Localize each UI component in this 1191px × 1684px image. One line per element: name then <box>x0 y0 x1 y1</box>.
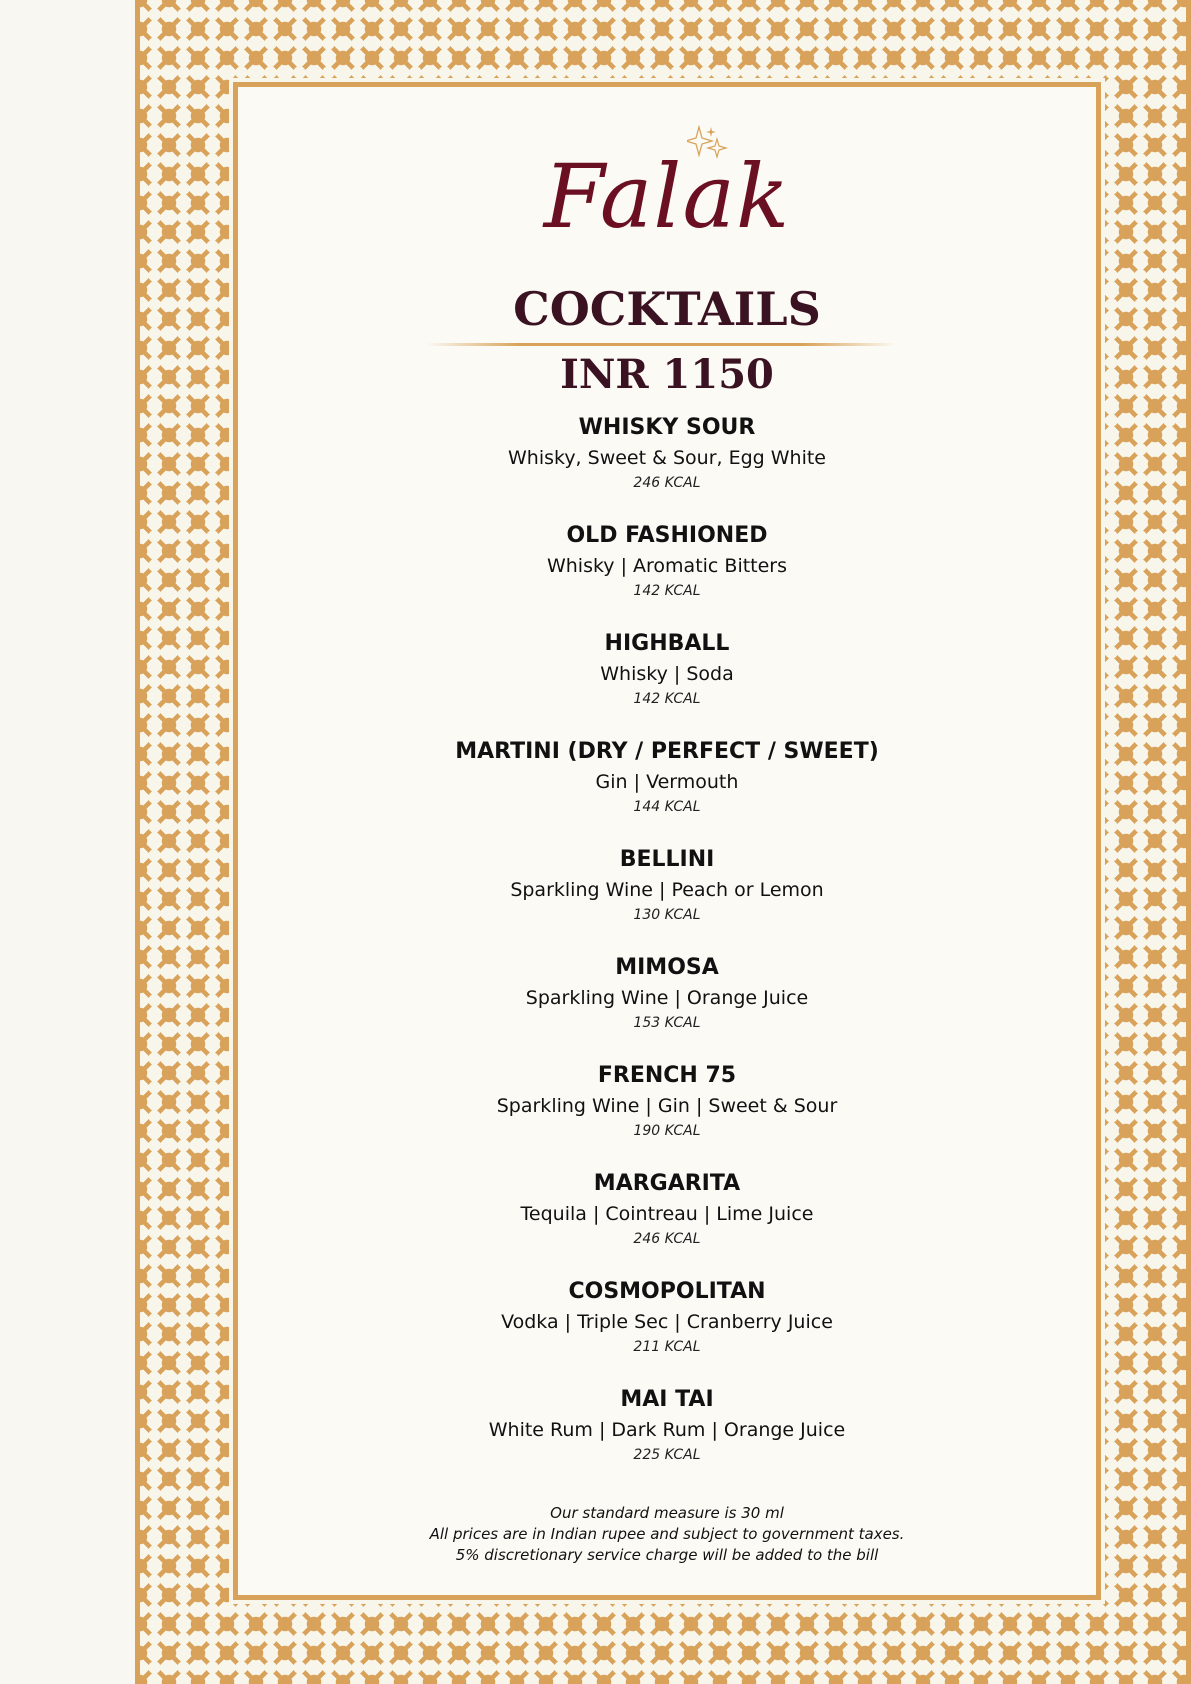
item-ingredients: Sparkling Wine | Orange Juice <box>525 987 809 1009</box>
section-price: INR 1150 <box>560 351 774 398</box>
list-item <box>238 521 1096 629</box>
item-name: WHISKY SOUR <box>578 415 756 440</box>
item-name: MAI TAI <box>620 1387 714 1412</box>
item-calories: 142 KCAL <box>633 691 701 707</box>
item-calories: 225 KCAL <box>633 1447 701 1463</box>
item-ingredients: Sparkling Wine | Peach or Lemon <box>510 879 824 901</box>
list-item <box>238 1277 1096 1385</box>
menu-panel <box>233 82 1101 1600</box>
item-name: MARTINI (DRY / PERFECT / SWEET) <box>455 739 879 764</box>
list-item <box>238 845 1096 953</box>
list-item <box>238 737 1096 845</box>
cocktail-list <box>238 413 1096 1493</box>
item-calories: 246 KCAL <box>633 1231 701 1247</box>
section-title: COCKTAILS <box>513 282 821 336</box>
item-calories: 190 KCAL <box>633 1123 701 1139</box>
list-item <box>238 413 1096 521</box>
item-name: MIMOSA <box>615 955 719 980</box>
sparkle-stars-icon <box>687 125 732 165</box>
list-item <box>238 1385 1096 1493</box>
list-item <box>238 629 1096 737</box>
item-name: HIGHBALL <box>604 631 730 656</box>
item-calories: 130 KCAL <box>633 907 701 923</box>
list-item <box>238 953 1096 1061</box>
item-name: BELLINI <box>619 847 715 872</box>
footnote-measure: Our standard measure is 30 ml <box>550 1504 784 1522</box>
brand-logo: Falak <box>543 145 791 248</box>
item-ingredients: Whisky, Sweet & Sour, Egg White <box>507 447 826 469</box>
footnote-service-charge: 5% discretionary service charge will be added to the bill <box>455 1546 879 1564</box>
item-calories: 153 KCAL <box>633 1015 701 1031</box>
list-item <box>238 1061 1096 1169</box>
menu-sheet <box>135 0 1191 1684</box>
item-ingredients: Whisky | Soda <box>600 663 734 685</box>
item-ingredients: Sparkling Wine | Gin | Sweet & Sour <box>496 1095 838 1117</box>
item-ingredients: Vodka | Triple Sec | Cranberry Juice <box>501 1311 833 1333</box>
menu-footnote <box>238 1503 1096 1566</box>
item-name: FRENCH 75 <box>597 1063 737 1088</box>
item-ingredients: Tequila | Cointreau | Lime Juice <box>520 1203 814 1225</box>
item-calories: 144 KCAL <box>633 799 701 815</box>
list-item <box>238 1169 1096 1277</box>
item-ingredients: Gin | Vermouth <box>595 771 739 793</box>
footnote-prices: All prices are in Indian rupee and subject to government taxes. <box>429 1525 905 1543</box>
item-name: MARGARITA <box>593 1171 741 1196</box>
item-ingredients: White Rum | Dark Rum | Orange Juice <box>488 1419 846 1441</box>
item-ingredients: Whisky | Aromatic Bitters <box>546 555 788 577</box>
item-name: OLD FASHIONED <box>566 523 768 548</box>
item-calories: 211 KCAL <box>633 1339 701 1355</box>
item-calories: 142 KCAL <box>633 583 701 599</box>
item-calories: 246 KCAL <box>633 475 701 491</box>
item-name: COSMOPOLITAN <box>568 1279 766 1304</box>
